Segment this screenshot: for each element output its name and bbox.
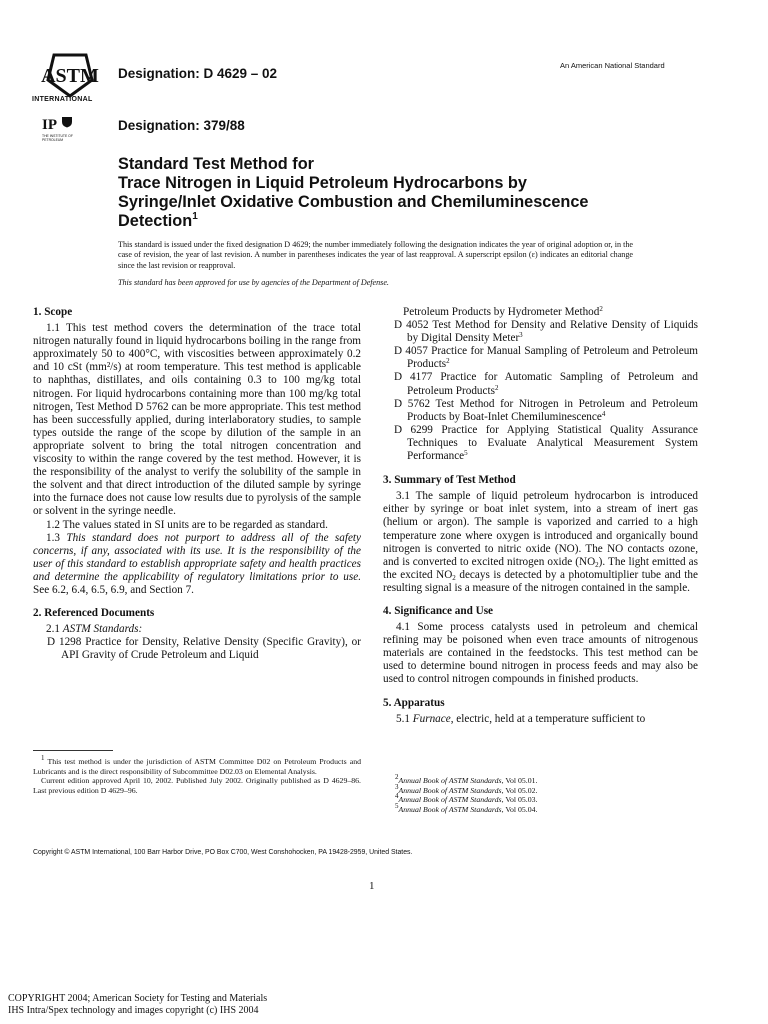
ref-d1298-sup: 2 bbox=[599, 305, 603, 313]
ref-text: D 4052 Test Method for Density and Relative Density of Liquids by Digital Density Meter bbox=[394, 319, 698, 345]
referenced-subheading bbox=[33, 623, 361, 636]
ip-shield-icon bbox=[61, 116, 73, 128]
scope-p3-caveat: This standard does not purport to address all of the safety concerns, if any, associated with its use. It is the responsibility of the user of this standard to establish appropriate safety and health practices and determine the applicability of regulatory limitations prior to use. bbox=[33, 531, 362, 583]
ip-logo-text: IP bbox=[42, 117, 57, 133]
apparatus-paragraph-1 bbox=[383, 713, 698, 726]
ref-d4057 bbox=[383, 345, 698, 371]
footnote-5-vol: , Vol 05.04. bbox=[501, 804, 538, 814]
ref-sup: 4 bbox=[601, 409, 606, 418]
right-footnotes bbox=[395, 773, 695, 814]
footnote-1-mark: 1 bbox=[41, 754, 45, 762]
right-column bbox=[383, 306, 698, 726]
footnote-rule bbox=[33, 750, 113, 751]
ref-d6299 bbox=[383, 424, 698, 463]
left-footnotes bbox=[33, 750, 361, 795]
footnote-5-mark: 5 bbox=[395, 801, 399, 810]
ref-sup: 2 bbox=[494, 383, 499, 392]
scope-heading: 1. Scope bbox=[33, 306, 73, 318]
scope-paragraph-1: 1.1 This test method covers the determination of the trace total nitrogen naturally found in liquid hydrocarbons boiling in the range from approximately 50 to 400°C, with viscosities between approximately 0.2 and 10 cSt (mm²/s) at room temperature. This test method is applicable to naphthas, distillates, and oils containing 0.3 to 100 mg/kg total nitrogen. For liquid hydrocarbons containing more than 100 mg/kg total nitrogen, Test Method D 5762 can be more appropriate. This test method has been successfully applied, during interlaboratory studies, to sample types outside the range of the scope by dilution of the sample in an appropriate solvent to bring the total nitrogen concentration and viscosity to within the range covered by the test method. However, it is the responsibility of the analyst to verify the solubility of the sample in the solvent and that direct introduction of the diluted sample by syringe into the furnace does not cause low results due to pyrolysis of the sample or solvent in the syringe needle. bbox=[33, 322, 361, 518]
summary-heading: 3. Summary of Test Method bbox=[383, 474, 516, 487]
astm-logo bbox=[32, 50, 108, 106]
footnote-3-book: Annual Book of ASTM Standards bbox=[398, 785, 502, 795]
title-line-1: Standard Test Method for bbox=[118, 155, 314, 173]
footnote-3-mark: 3 bbox=[395, 782, 399, 791]
footnote-5-book: Annual Book of ASTM Standards bbox=[398, 804, 502, 814]
footnote-1-text: This test method is under the jurisdiction of ASTM Committee D02 on Petroleum Products and Lubricants and is the direct responsibility of Subcommittee D02.03 on Elemental Analysis. bbox=[33, 757, 361, 776]
referenced-heading: 2. Referenced Documents bbox=[33, 607, 155, 620]
summary-text-c: decays is detected by a photomultiplier tube and the resulting signal is a measure of the nitrogen contained in the sample. bbox=[383, 568, 698, 594]
summary-text-a: 3.1 The sample of liquid petroleum hydrocarbon is introduced either by syringe or boat inlet system, into a stream of inert gas (helium or argon). The sample is vaporized and carried to a high temperature zone where oxygen is introduced and organically bound nitrogen is converted to nitric oxide (NO). The NO contacts ozone, and is converted to excited nitrogen oxide (NO bbox=[383, 490, 698, 568]
ref-d1298-part-b bbox=[383, 306, 698, 319]
footnote-2-book: Annual Book of ASTM Standards bbox=[398, 776, 502, 785]
referenced-sub-title: ASTM Standards: bbox=[62, 623, 143, 636]
ref-d4177 bbox=[383, 371, 698, 397]
astm-logo-text: INTERNATIONAL bbox=[32, 96, 93, 103]
ref-d5762 bbox=[383, 398, 698, 424]
ref-text: D 5762 Test Method for Nitrogen in Petroleum and Petroleum Products by Boat-Inlet Chemiluminescence bbox=[394, 397, 698, 423]
ip-designation: Designation: 379/88 bbox=[118, 118, 245, 133]
national-standard-label: An American National Standard bbox=[560, 61, 665, 70]
title-line-4: Detection bbox=[118, 212, 193, 230]
significance-heading: 4. Significance and Use bbox=[383, 604, 494, 617]
footnote-4-book: Annual Book of ASTM Standards bbox=[398, 795, 502, 805]
apparatus-p1-term: Furnace bbox=[412, 712, 451, 725]
svg-text:ASTM: ASTM bbox=[41, 65, 99, 87]
ref-text: D 6299 Practice for Applying Statistical Quality Assurance Techniques to Evaluate Analytical Measurement System Performance bbox=[394, 423, 698, 463]
summary-text-b: ). The light emitted as the excited NO bbox=[383, 555, 698, 581]
scope-p3-number: 1.3 bbox=[46, 531, 67, 544]
approved-notice: This standard has been approved for use by agencies of the Department of Defense. bbox=[118, 278, 389, 287]
left-column bbox=[33, 306, 361, 662]
ref-sup: 5 bbox=[464, 449, 468, 458]
ref-sup: 3 bbox=[519, 331, 523, 340]
ip-logo bbox=[42, 116, 78, 144]
ref-d1298-b-text: Petroleum Products by Hydrometer Method bbox=[403, 306, 600, 318]
apparatus-p1-tail: , electric, held at a temperature sufficient to bbox=[450, 712, 646, 725]
significance-paragraph-1: 4.1 Some process catalysts used in petroleum and chemical refining may be poisoned when even trace amounts of nitrogenous materials are contained in the feedstocks. This test method can be used to determine bound nitrogen in process feeds and may also be used to control nitrogen compounds in finished products. bbox=[383, 621, 698, 686]
scope-paragraph-2: 1.2 The values stated in SI units are to be regarded as standard. bbox=[46, 518, 328, 531]
ref-d1298-part-a: D 1298 Practice for Density, Relative Density (Specific Gravity), or API Gravity of Crude Petroleum and Liquid bbox=[47, 636, 361, 662]
title-footnote-mark: 1 bbox=[192, 211, 198, 222]
title-line-3: Syringe/Inlet Oxidative Combustion and Chemiluminescence bbox=[118, 193, 589, 211]
scope-paragraph-3 bbox=[33, 532, 361, 597]
ref-text: D 4177 Practice for Automatic Sampling of Petroleum and Petroleum Products bbox=[394, 371, 698, 397]
summary-paragraph-1 bbox=[383, 490, 698, 595]
footnote-2-mark: 2 bbox=[395, 773, 399, 781]
scope-p3-tail: See 6.2, 6.4, 6.5, 6.9, and Section 7. bbox=[33, 583, 194, 596]
bottom-copyright bbox=[8, 993, 267, 1017]
footnote-1-edition: Current edition approved April 10, 2002. Published July 2002. Originally published as D 4629–86. Last previous edition D 4629–96. bbox=[33, 776, 361, 795]
ref-sup: 2 bbox=[446, 357, 450, 366]
title-line-2: Trace Nitrogen in Liquid Petroleum Hydrocarbons by bbox=[118, 174, 527, 192]
referenced-sub-number: 2.1 bbox=[46, 623, 63, 636]
copyright-line: Copyright © ASTM International, 100 Barr Harbor Drive, PO Box C700, West Conshohocken, PA 19428-2959, United States. bbox=[33, 849, 413, 856]
standard-notice: This standard is issued under the fixed designation D 4629; the number immediately following the designation indicates the year of original adoption or, in the case of revision, the year of last revision. A number in parentheses indicates the year of last reapproval. A superscript epsilon (ε) indicates an editorial change since the last revision or reapproval. bbox=[118, 240, 633, 270]
footnote-2-vol: , Vol 05.01. bbox=[501, 776, 538, 785]
apparatus-p1-number: 5.1 bbox=[396, 712, 413, 725]
apparatus-heading: 5. Apparatus bbox=[383, 696, 445, 709]
summary-sub-2: 2 bbox=[452, 573, 456, 582]
footnote-4-vol: , Vol 05.03. bbox=[501, 795, 538, 805]
page-number: 1 bbox=[369, 880, 375, 892]
footnote-4-mark: 4 bbox=[395, 792, 399, 801]
bottom-line-2: IHS Intra/Spex technology and images copyright (c) IHS 2004 bbox=[8, 1005, 259, 1016]
ip-logo-subtext: THE INSTITUTE OF PETROLEUM bbox=[42, 134, 73, 142]
ref-text: D 4057 Practice for Manual Sampling of Petroleum and Petroleum Products bbox=[394, 345, 698, 371]
designation: Designation: D 4629 – 02 bbox=[118, 66, 278, 81]
bottom-line-1: COPYRIGHT 2004; American Society for Testing and Materials bbox=[8, 993, 268, 1004]
document-title bbox=[118, 155, 678, 231]
ref-d4052 bbox=[383, 319, 698, 345]
summary-sub-1: 2 bbox=[595, 560, 599, 569]
footnote-3-vol: , Vol 05.02. bbox=[501, 785, 538, 795]
